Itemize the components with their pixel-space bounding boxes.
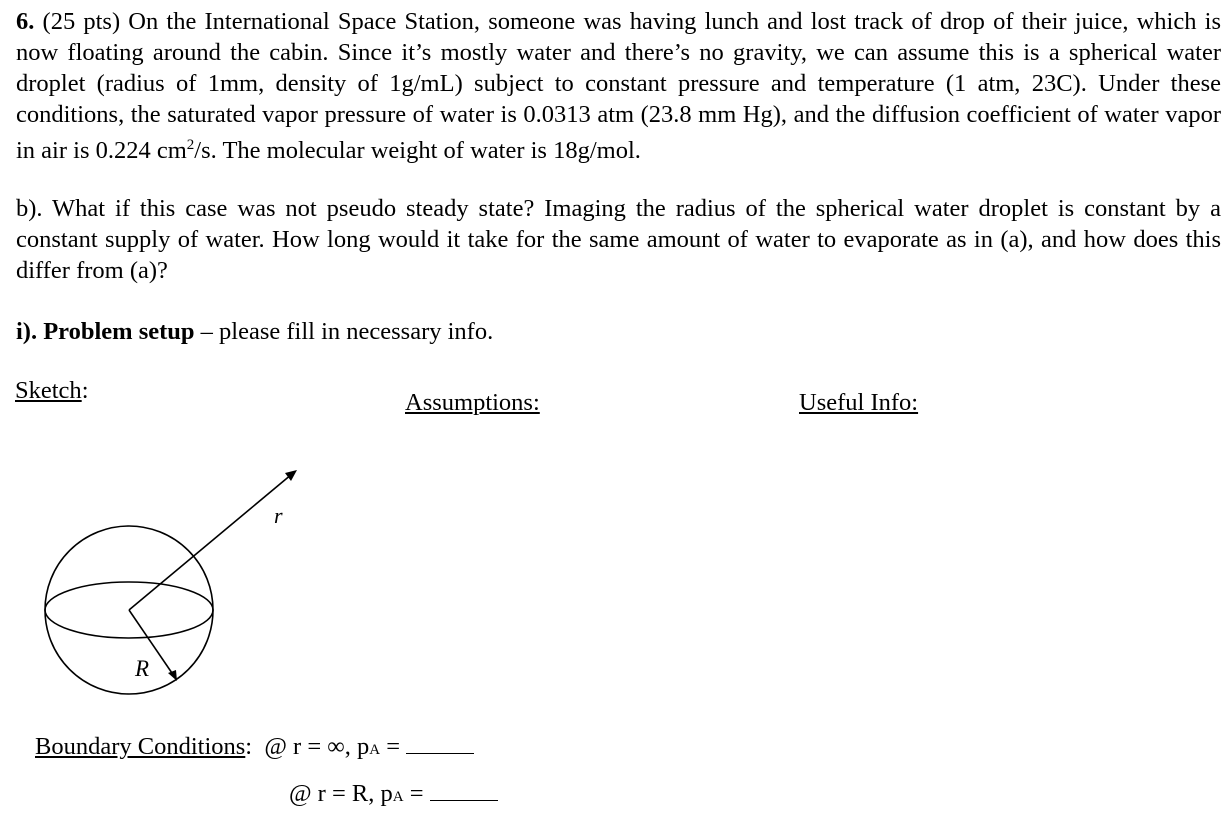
bc1-blank[interactable] (406, 735, 474, 754)
assumptions-heading: Assumptions: (405, 389, 540, 416)
bc1-sub: A (369, 742, 381, 758)
useful-info-heading: Useful Info: (799, 389, 919, 416)
boundary-condition-2 (289, 780, 498, 808)
boundary-condition-1 (35, 733, 474, 761)
R-label: R (135, 656, 150, 681)
problem-intro: (25 pts) On the International Space Station, someone was having lunch and lost track of drop of their juice, which is now floating around the cabin. Since it’s mostly water and there’s no gravity, we can assume this is a spherical water droplet (radius of 1mm, density of 1g/mL) subject to constant pressure and temperature (1 atm, 23C). Under these conditions, the saturated vapor pressure of water is 0.0313 atm (23.8 mm Hg), and the diffusion coefficient of water vapor in air is 0.224 cm (16, 8, 1221, 165)
problem-number: 6. (16, 8, 35, 35)
bc2-blank[interactable] (430, 782, 498, 801)
part-b-question: b). What if this case was not pseudo steady state? Imaging the radius of the spherical water droplet is constant by a constant supply of water. How long would it take for the same amount of water to evaporate as in (a), and how does this differ from (a)? (16, 195, 1221, 284)
bc2-prefix: @ r = R, p (289, 780, 393, 807)
bc2-sub: A (392, 789, 404, 805)
setup-rest: – please fill in necessary info. (194, 318, 494, 345)
sketch-label: Sketch (15, 377, 82, 404)
setup-bold: i). Problem setup (16, 318, 195, 345)
boundary-colon: : (245, 733, 253, 760)
boundary-title: Boundary Conditions (35, 733, 246, 760)
bc2-eq: = (403, 780, 430, 807)
r-label: r (274, 503, 283, 528)
superscript: 2 (186, 137, 195, 153)
bc1-eq: = (380, 733, 407, 760)
R-arrow-head (168, 670, 177, 681)
problem-intro-end: /s. The molecular weight of water is 18g/mol. (194, 137, 641, 165)
bc1-prefix: @ r = ∞, p (264, 733, 370, 760)
sketch-colon: : (81, 377, 89, 404)
